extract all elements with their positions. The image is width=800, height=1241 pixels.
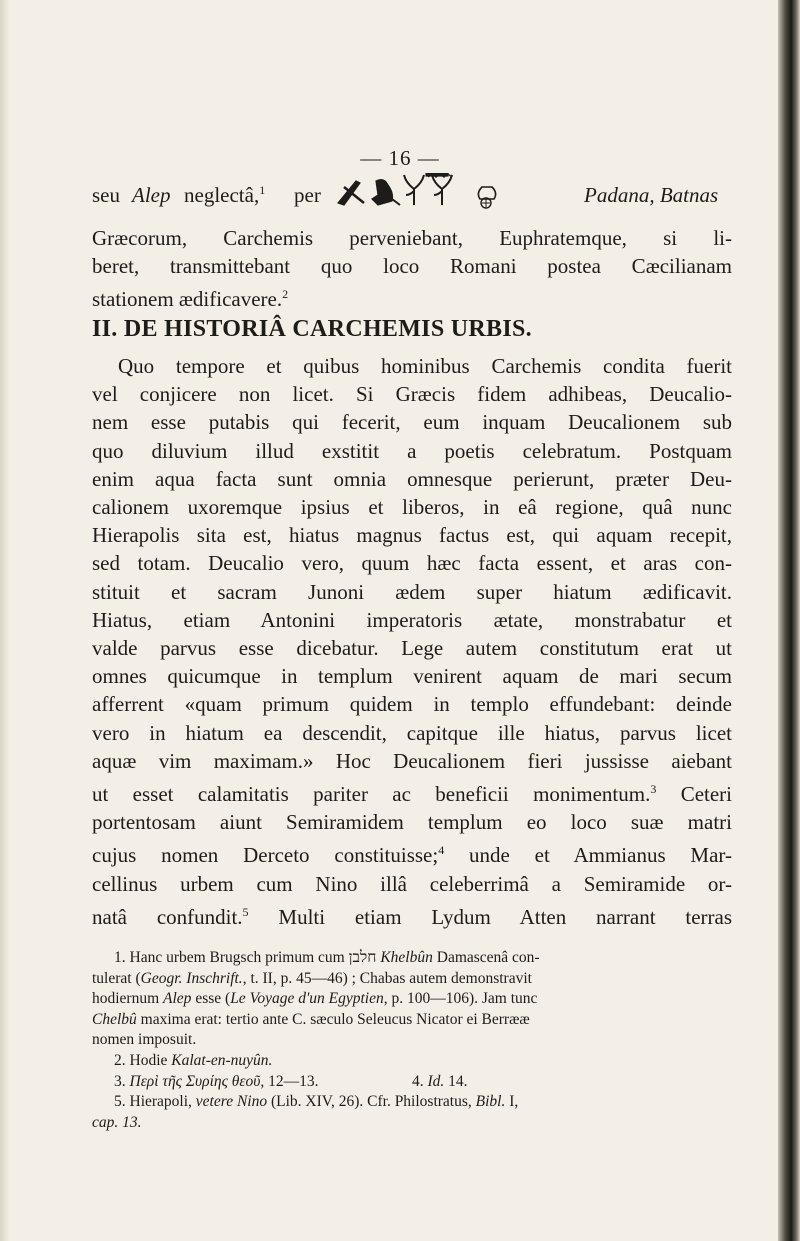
footnote-1-line5: nomen imposuit. <box>92 1031 197 1049</box>
intro-line: Græcorum, Carchemis perveniebant, Euphratemque, si li- <box>92 226 732 250</box>
word-alep: Alep <box>132 183 171 207</box>
body-line: vel conjicere non licet. Si Græcis fidem adhibeas, Deucalio- <box>92 382 732 407</box>
footnote-1-line2: tulerat (Geogr. Inschrift., t. II, p. 45—46) ; Chabas autem demonstravit <box>92 969 532 987</box>
footnote-5: 5. Hierapoli, vetere Nino (Lib. XIV, 26). Cfr. Philostratus, Bibl. I, <box>114 1093 519 1111</box>
body-line: cellinus urbem cum Nino illâ celeberrimâ a Semiramide or- <box>92 871 732 896</box>
page-left-edge <box>0 0 10 1241</box>
footnotes <box>92 948 732 1133</box>
hieroglyphs-icon <box>334 173 514 209</box>
word-neglecta: neglectâ,$^1$ <box>184 183 266 207</box>
body-line: aquæ vim maximam.» Hoc Deucalionem fieri jussisse aiebant <box>92 748 732 773</box>
book-spine-edge <box>778 0 800 1241</box>
intro-line-last: stationem ædificavere.$^2$ <box>92 287 289 312</box>
intro-line: beret, transmittebant quo loco Romani postea Cæcilianam <box>92 254 732 279</box>
body-line: portentosam aiunt Semiramidem templum eo loco suæ matri <box>92 810 732 835</box>
body-line: calionem uxoremque ipsius et liberos, in eâ regione, quâ nunc <box>92 495 732 520</box>
body-line: vero in hiatum ea descendit, capitque ille hiatus, parvus licet <box>92 720 732 745</box>
word-padana-batnas: Padana, Batnas <box>584 183 719 207</box>
body-line: Hierapolis sita est, hiatus magnus factus est, qui aquam recepit, <box>92 523 732 548</box>
body-line: enim aqua facta sunt omnia omnesque perierunt, præter Deu- <box>92 466 732 491</box>
word-per: per <box>294 183 321 207</box>
body-line: ut esset calamitatis pariter ac beneficii monimentum.$^3$ Ceteri <box>92 782 733 807</box>
body-line: afferrent «quam primum quidem in templo effundebant: deinde <box>92 692 732 717</box>
body-line: Hiatus, etiam Antonini imperatoris ætate, monstrabatur et <box>92 607 732 632</box>
footnote-2: 2. Hodie Kalat-en-nuyûn. <box>114 1051 273 1069</box>
page-number: — 16 — <box>360 146 440 170</box>
body-line: nem esse putabis qui fecerit, eum inquam Deucalionem sub <box>92 410 732 435</box>
body-line: stituit et sacram Junoni ædem super hiatum ædificavit. <box>92 579 732 604</box>
footnote-5-line2: cap. 13. <box>92 1113 142 1131</box>
footnote-4: 4. Id. 14. <box>412 1072 468 1090</box>
footnote-1-line3: hodiernum Alep esse (Le Voyage d'un Egyptien, p. 100—106). Jam tunc <box>92 990 538 1008</box>
intro-first-line <box>92 173 736 213</box>
footnote-1-line4: Chelbû maxima erat: tertio ante C. sæculo Seleucus Nicator ei Berrææ <box>92 1010 530 1028</box>
main-paragraph <box>92 352 732 931</box>
footnote-3-4: 3. Περὶ τῆς Συρίης θεοῦ, 12—13. 4. Id. 14. <box>92 1072 732 1093</box>
word-seu: seu <box>92 183 120 207</box>
body-line: natâ confundit.$^5$ Multi etiam Lydum Atten narrant terras <box>92 904 732 929</box>
body-line: omnes quicumque in templum venirent aquam de mari secum <box>92 664 732 689</box>
intro-paragraph <box>92 224 732 314</box>
body-line: valde parvus esse dicebatur. Lege autem constitutum erat ut <box>92 636 732 661</box>
body-line: Quo tempore et quibus hominibus Carchemis condita fuerit <box>118 354 732 378</box>
footnote-1: 1. Hanc urbem Brugsch primum cum חלבן Khelbûn Damascenâ con- <box>114 949 540 966</box>
body-line: cujus nomen Derceto constituisse;$^4$ unde et Ammianus Mar- <box>92 843 732 868</box>
section-heading: II. DE HISTORIÂ CARCHEMIS URBIS. <box>92 316 532 342</box>
body-line: quo diluvium illud exstitit a poetis celebratum. Postquam <box>92 438 732 463</box>
body-line: sed totam. Deucalio vero, quum hæc facta essent, et aras con- <box>92 551 732 576</box>
